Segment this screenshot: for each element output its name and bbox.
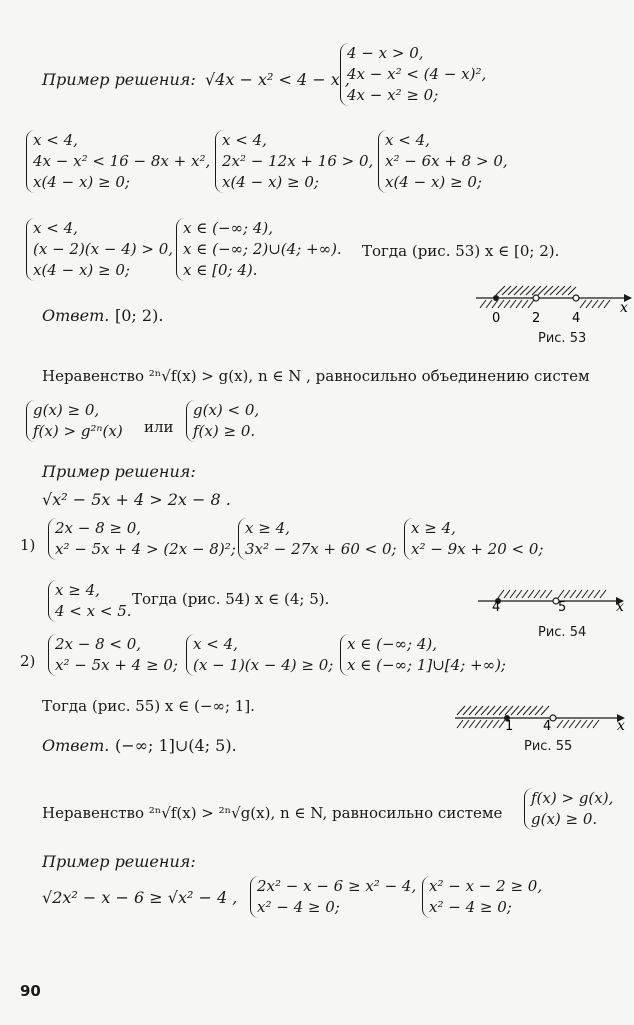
example-3-system-b: x² − x − 2 ≥ 0, x² − 4 ≥ 0; xyxy=(422,876,542,918)
fig54-axis-label: x xyxy=(616,599,624,615)
then-statement-1: Тогда (рис. 53) x ∈ [0; 2). xyxy=(362,242,560,260)
rule-1-text: Неравенство ²ⁿ√f(x) > g(x), n ∈ N , равносильно объединению систем xyxy=(42,367,590,385)
fig53-tick-0: 0 xyxy=(492,311,501,326)
rule-1-or: или xyxy=(144,418,174,436)
fig53-tick-4: 4 xyxy=(572,311,581,326)
rule-1-system-a: g(x) ≥ 0, f(x) > g²ⁿ(x) xyxy=(26,400,123,442)
rule-2-system: f(x) > g(x), g(x) ≥ 0. xyxy=(524,788,613,830)
figure-55-caption: Рис. 55 xyxy=(524,739,573,754)
example-label: Пример решения: xyxy=(42,70,196,89)
case-2-system-a: 2x − 8 < 0, x² − 5x + 4 ≥ 0; xyxy=(48,634,178,676)
system-row2-c: x < 4, x² − 6x + 8 > 0, x(4 − x) ≥ 0; xyxy=(378,130,508,193)
case-2-system-c: x ∈ (−∞; 4), x ∈ (−∞; 1]∪[4; +∞); xyxy=(340,634,506,676)
fig54-tick-5: 5 xyxy=(558,600,567,615)
answer-label-1: Ответ. xyxy=(42,306,110,325)
case-2-number: 2) xyxy=(20,652,36,670)
example-3-inequality: √2x² − x − 6 ≥ √x² − 4 , xyxy=(42,888,238,907)
page-number: 90 xyxy=(20,982,41,1000)
answer-value-2: (−∞; 1]∪(4; 5). xyxy=(115,736,237,755)
fig53-tick-2: 2 xyxy=(532,311,541,326)
case-2-system-b: x < 4, (x − 1)(x − 4) ≥ 0; xyxy=(186,634,333,676)
case-1-number: 1) xyxy=(20,536,36,554)
example-3-system-a: 2x² − x − 6 ≥ x² − 4, x² − 4 ≥ 0; xyxy=(250,876,416,918)
figure-53-caption: Рис. 53 xyxy=(538,331,587,346)
rule-2-text: Неравенство ²ⁿ√f(x) > ²ⁿ√g(x), n ∈ N, равносильно системе xyxy=(42,804,503,822)
case-1-system-c: x ≥ 4, x² − 9x + 20 < 0; xyxy=(404,518,543,560)
then-statement-2: Тогда (рис. 54) x ∈ (4; 5). xyxy=(132,590,330,608)
system-row3-b: x ∈ (−∞; 4), x ∈ (−∞; 2)∪(4; +∞). x ∈ [0; 4). xyxy=(176,218,342,281)
example-3-label: Пример решения: xyxy=(42,852,196,871)
figure-54-caption: Рис. 54 xyxy=(538,625,587,640)
fig54-tick-4: 4 xyxy=(492,600,501,615)
case-1-system-b: x ≥ 4, 3x² − 27x + 60 < 0; xyxy=(238,518,397,560)
system-row3-a: x < 4, (x − 2)(x − 4) > 0, x(4 − x) ≥ 0; xyxy=(26,218,173,281)
case-1-final-system: x ≥ 4, 4 < x < 5. xyxy=(48,580,132,622)
figure-55-number-line xyxy=(455,696,630,732)
intro-inequality: √4x − x² < 4 − x , xyxy=(205,70,350,89)
fig53-axis-label: x xyxy=(620,300,628,316)
answer-label-2: Ответ. xyxy=(42,736,110,755)
example-2-inequality: √x² − 5x + 4 > 2x − 8 . xyxy=(42,490,231,509)
figure-53-number-line xyxy=(476,282,634,326)
system-row2-b: x < 4, 2x² − 12x + 16 > 0, x(4 − x) ≥ 0; xyxy=(215,130,373,193)
figure-54-number-line xyxy=(478,585,628,621)
fig55-tick-1: 1 xyxy=(505,719,514,734)
rule-1-system-b: g(x) < 0, f(x) ≥ 0. xyxy=(186,400,259,442)
example-2-label: Пример решения: xyxy=(42,462,196,481)
fig55-tick-4: 4 xyxy=(543,719,552,734)
fig55-axis-label: x xyxy=(617,718,625,734)
intro-system: 4 − x > 0, 4x − x² < (4 − x)², 4x − x² ≥ 0; xyxy=(340,43,486,106)
case-1-system-a: 2x − 8 ≥ 0, x² − 5x + 4 > (2x − 8)²; xyxy=(48,518,236,560)
system-row2-a: x < 4, 4x − x² < 16 − 8x + x², x(4 − x) ≥ 0; xyxy=(26,130,210,193)
then-statement-3: Тогда (рис. 55) x ∈ (−∞; 1]. xyxy=(42,697,255,715)
answer-value-1: [0; 2). xyxy=(115,306,164,325)
